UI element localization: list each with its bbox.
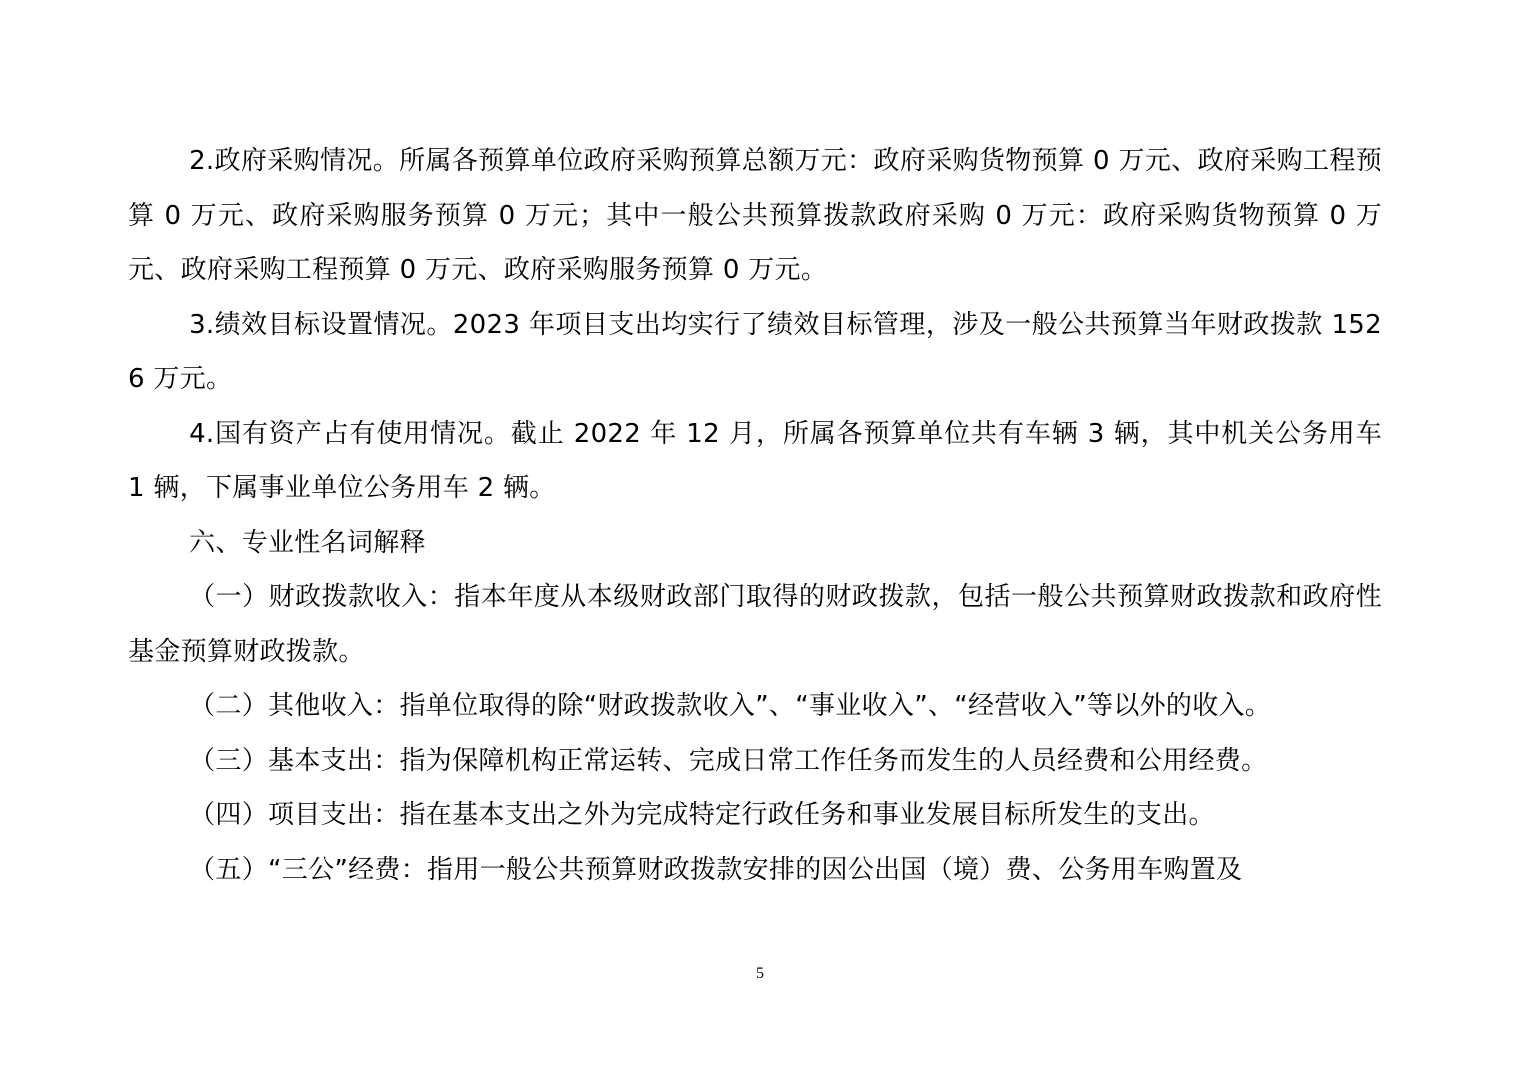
- paragraph-term-three-public: （五）“三公”经费：指用一般公共预算财政拨款安排的因公出国（境）费、公务用车购置及: [189, 854, 1243, 885]
- page-number: 5: [756, 965, 764, 982]
- paragraph-performance-targets: 3.绩效目标设置情况。2023 年项目支出均实行了绩效目标管理，涉及一般公共预算当年财政拨款 1526 万元。: [128, 309, 1382, 394]
- paragraph-term-project-expenditure: （四）项目支出：指在基本支出之外为完成特定行政任务和事业发展目标所发生的支出。: [189, 800, 1215, 830]
- paragraph-state-assets: 4.国有资产占有使用情况。截止 2022 年 12 月，所属各预算单位共有车辆 3 辆，其中机关公务用车 1 辆，下属事业单位公务用车 2 辆。: [128, 418, 1382, 503]
- document-body: [128, 134, 1382, 897]
- paragraph-term-fiscal-appropriation: （一）财政拨款收入：指本年度从本级财政部门取得的财政拨款，包括一般公共预算财政拨款和政府性基金预算财政拨款。: [128, 582, 1382, 667]
- section-heading-terms: 六、专业性名词解释: [189, 527, 426, 558]
- paragraph-term-basic-expenditure: （三）基本支出：指为保障机构正常运转、完成日常工作任务而发生的人员经费和公用经费。: [189, 745, 1268, 776]
- paragraph-government-procurement: 2.政府采购情况。所属各预算单位政府采购预算总额万元：政府采购货物预算 0 万元、政府采购工程预算 0 万元、政府采购服务预算 0 万元；其中一般公共预算拨款政府采购 0 万元：政府采购货物预算 0 万元、政府采购工程预算 0 万元、政府采购服务预算 0 万元。: [128, 146, 1382, 285]
- paragraph-term-other-income: （二）其他收入：指单位取得的除“财政拨款收入”、“事业收入”、“经营收入”等以外的收入。: [189, 691, 1272, 721]
